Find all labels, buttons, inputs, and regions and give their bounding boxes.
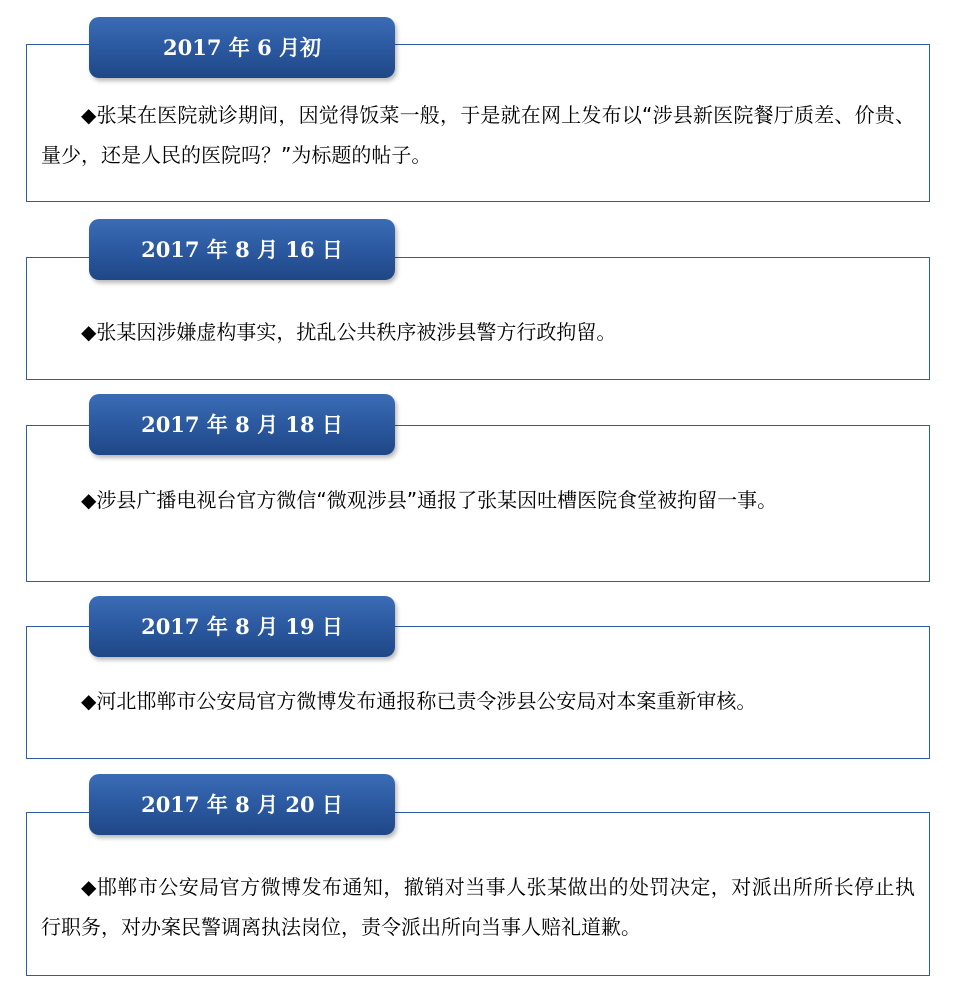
timeline-entry-box: [26, 812, 930, 976]
timeline-date-label: 2017 年 8 月 19 日: [89, 596, 395, 657]
timeline-date-label: 2017 年 6 月初: [89, 17, 395, 78]
timeline-entry-text: ◆涉县广播电视台官方微信“微观涉县”通报了张某因吐槽医院食堂被拘留一事。: [81, 488, 778, 512]
timeline-entry-text: ◆邯郸市公安局官方微博发布通知，撤销对当事人张某做出的处罚决定，对派出所所长停止执行职务，对办案民警调离执法岗位，责令派出所向当事人赔礼道歉。: [41, 875, 915, 939]
timeline-date-label: 2017 年 8 月 16 日: [89, 219, 395, 280]
timeline-date-label: 2017 年 8 月 20 日: [89, 774, 395, 835]
timeline-date-label: 2017 年 8 月 18 日: [89, 394, 395, 455]
timeline-entry-text: ◆张某因涉嫌虚构事实，扰乱公共秩序被涉县警方行政拘留。: [81, 320, 617, 344]
timeline-entry-text: ◆河北邯郸市公安局官方微博发布通报称已责令涉县公安局对本案重新审核。: [81, 689, 757, 713]
timeline-entry-text: ◆张某在医院就诊期间，因觉得饭菜一般，于是就在网上发布以“涉县新医院餐厅质差、价贵、量少，还是人民的医院吗？”为标题的帖子。: [41, 103, 915, 167]
